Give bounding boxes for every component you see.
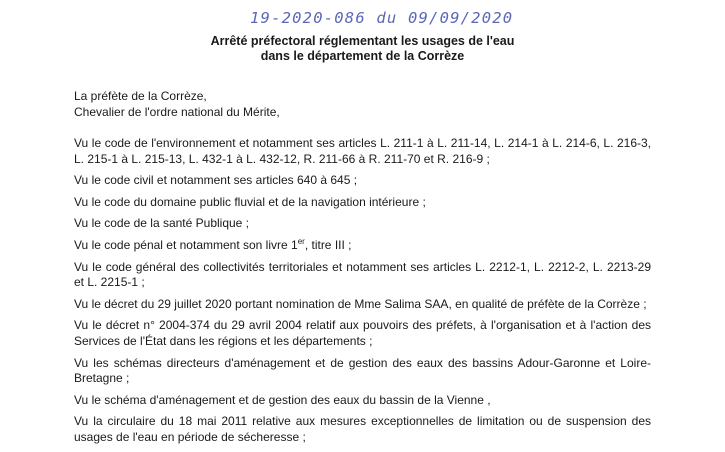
- issuer-line-1: La préfète de la Corrèze,: [74, 89, 207, 103]
- issuer-line-2: Chevalier de l'ordre national du Mérite,: [74, 105, 280, 119]
- visa-item: Vu les schémas directeurs d'aménagement et de gestion des eaux des bassins Adour-Garonne et Loire-Bretagne ;: [74, 355, 651, 386]
- document-title: [0, 34, 725, 64]
- visa-list: [74, 136, 651, 452]
- visa-superscript: er: [297, 236, 305, 246]
- visa-text: , titre III ;: [304, 237, 352, 252]
- visa-item: Vu le décret du 29 juillet 2020 portant nomination de Mme Salima SAA, en qualité de préfète de la Corrèze ;: [74, 296, 647, 311]
- title-line-2: dans le département de la Corrèze: [260, 49, 465, 63]
- visa-item: [74, 238, 651, 254]
- visa-item: Vu le code de la santé Publique ;: [74, 216, 250, 231]
- visa-text: Vu le code pénal et notamment son livre 1: [74, 237, 298, 252]
- issuer-block: [74, 88, 280, 120]
- visa-item: Vu le code de l'environnement et notamment ses articles L. 211-1 à L. 211-14, L. 214-1 à L. 214-6, L. 216-3, L. 215-1 à L. 215-13, L. 432-1 à L. 432-12, R. 211-66 à R. 211-70 et R. 216-9 ;: [74, 136, 651, 166]
- visa-item: Vu la circulaire du 18 mai 2011 relative aux mesures exceptionnelles de limitation ou de suspension des usages de l'eau en période de sécheresse ;: [74, 414, 651, 444]
- visa-item: Vu le code civil et notamment ses articles 640 à 645 ;: [74, 173, 358, 188]
- handwritten-reference-stamp: 19-2020-086 du 09/09/2020: [250, 9, 514, 27]
- title-line-1: Arrêté préfectoral réglementant les usages de l'eau: [210, 34, 515, 48]
- visa-item: Vu le code général des collectivités territoriales et notamment ses articles L. 2212-1, L. 2212-2, L. 2213-29 et L. 2215-1 ;: [74, 259, 651, 290]
- visa-item: Vu le code du domaine public fluvial et de la navigation intérieure ;: [74, 194, 426, 209]
- visa-item: Vu le schéma d'aménagement et de gestion des eaux du bassin de la Vienne ,: [74, 392, 491, 407]
- visa-item: Vu le décret n° 2004-374 du 29 avril 2004 relatif aux pouvoirs des préfets, à l'organisation et à l'action des Services de l'État dans les régions et les départements ;: [74, 318, 651, 348]
